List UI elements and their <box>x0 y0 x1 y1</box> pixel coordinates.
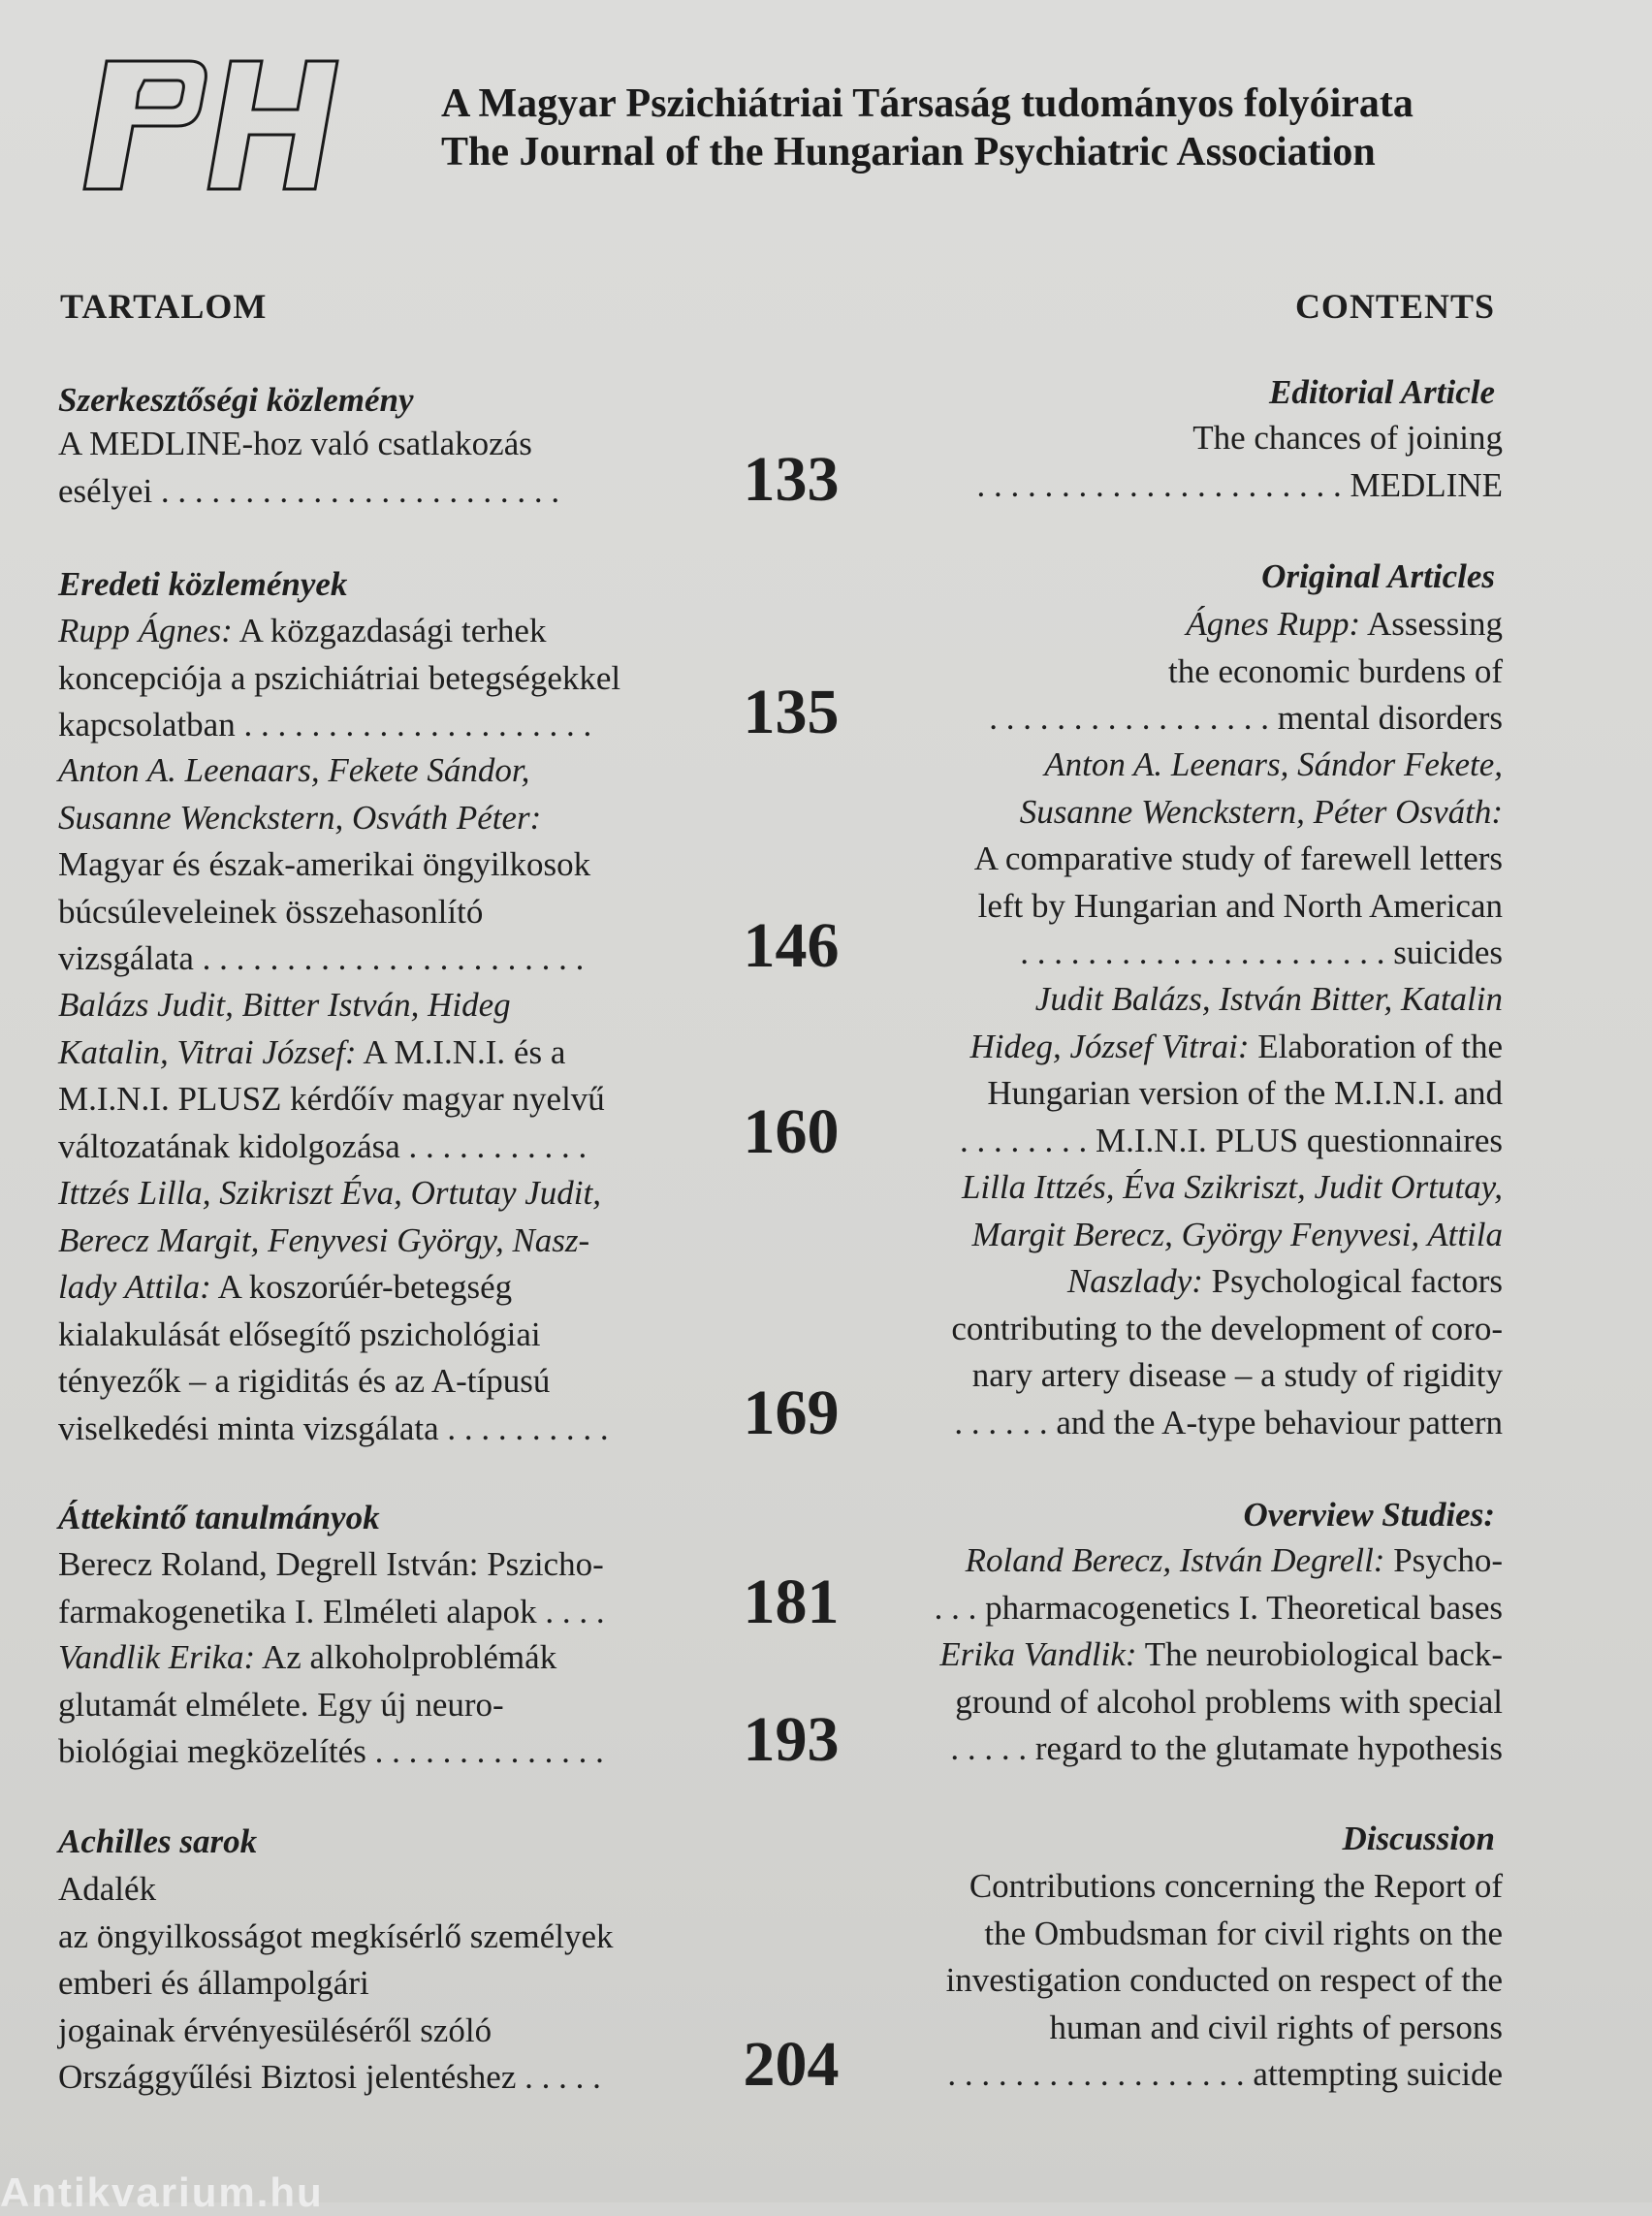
entry-line: farmakogenetika I. Elméleti alapok . . . . <box>58 1592 605 1630</box>
entry-line: . . . pharmacogenetics I. Theoretical bases <box>934 1588 1503 1627</box>
entry-line: Magyar és észak-amerikai öngyilkosok <box>58 845 591 883</box>
entry-line: contributing to the development of coro- <box>951 1309 1503 1347</box>
ph-logo <box>73 53 364 194</box>
section-title-en-editorial: Editorial Article <box>1268 373 1495 411</box>
entry-author: Lilla Ittzés, Éva Szikriszt, Judit Ortutay, <box>961 1168 1503 1206</box>
entry-author: Rupp Ágnes: <box>58 612 233 649</box>
entry-line: biológiai megközelítés . . . . . . . . . . . . . . <box>58 1732 604 1770</box>
entry-line: A MEDLINE-hoz való csatlakozás <box>58 425 532 462</box>
entry-line: tényezők – a rigiditás és az A-típusú <box>58 1362 551 1400</box>
entry-title-part: Elaboration of the <box>1249 1027 1503 1065</box>
entry-line: esélyei . . . . . . . . . . . . . . . . . . . . . . . . <box>58 471 560 510</box>
section-title-hu-overview: Áttekintő tanulmányok <box>58 1499 380 1536</box>
heading-contents: CONTENTS <box>1294 287 1495 326</box>
entry-line: human and civil rights of persons <box>1049 2008 1503 2046</box>
entry-author: Naszlady: <box>1066 1262 1203 1300</box>
entry-author: Judit Balázs, István Bitter, Katalin <box>1034 980 1503 1018</box>
entry-line: Berecz Roland, Degrell István: Pszicho- <box>58 1545 604 1583</box>
entry-author: Berecz Margit, Fenyvesi György, Nasz- <box>58 1220 590 1259</box>
entry-line: Országgyűlési Biztosi jelentéshez . . . . . <box>58 2058 601 2096</box>
entry-title-part: Psycho- <box>1384 1541 1503 1579</box>
entry-title-part: A M.I.N.I. és a <box>356 1032 566 1071</box>
heading-tartalom: TARTALOM <box>60 287 268 326</box>
entry-author: Balázs Judit, Bitter István, Hideg <box>58 986 511 1024</box>
entry-line: jogainak érvényesüléséről szóló <box>58 2010 492 2049</box>
entry-line: Contributions concerning the Report of <box>969 1867 1503 1905</box>
entry-title-part: Psychological factors <box>1202 1262 1503 1300</box>
entry-line: viselkedési minta vizsgálata . . . . . . . . . . <box>58 1409 609 1447</box>
entry-line: . . . . . . . . . . . . . . . . . . . . . . MEDLINE <box>976 465 1503 504</box>
entry-line: . . . . . . . . M.I.N.I. PLUS questionnaires <box>960 1121 1503 1159</box>
entry-line: A comparative study of farewell letters <box>973 839 1503 877</box>
page-number-135[interactable]: 135 <box>743 677 840 747</box>
entry-line: the economic burdens of <box>1167 651 1503 690</box>
toc-entry-en-146[interactable] <box>843 742 1503 977</box>
entry-line: kapcsolatban . . . . . . . . . . . . . . . . . . . . . <box>58 706 592 744</box>
entry-title-part: The neurobiological back- <box>1136 1635 1503 1673</box>
entry-line: koncepciója a pszichiátriai betegségekkel <box>58 658 621 697</box>
section-title-hu-original: Eredeti közlemények <box>58 565 348 603</box>
entry-line: kialakulását elősegítő pszichológiai <box>58 1314 541 1353</box>
toc-entry-en-193[interactable] <box>843 1631 1503 1773</box>
toc-entry-hu-160[interactable] <box>58 982 708 1170</box>
toc-entry-hu-146[interactable] <box>58 747 708 983</box>
masthead <box>441 79 1414 176</box>
entry-line: investigation conducted on respect of the <box>945 1961 1503 1999</box>
toc-entry-en-160[interactable] <box>843 976 1503 1164</box>
masthead-title-en: The Journal of the Hungarian Psychiatric Association <box>441 130 1376 174</box>
entry-title-part: Az alkoholproblémák <box>255 1638 557 1676</box>
entry-line: az öngyilkosságot megkísérlő személyek <box>58 1916 614 1955</box>
entry-line: vizsgálata . . . . . . . . . . . . . . . . . . . . . . . <box>58 939 585 977</box>
entry-author: Erika Vandlik: <box>939 1635 1137 1673</box>
entry-line: emberi és állampolgári <box>58 1964 369 2002</box>
entry-title-part: A közgazdasági terhek <box>232 612 547 649</box>
toc-entry-hu-204[interactable] <box>58 1866 708 2102</box>
entry-author: Susanne Wenckstern, Osváth Péter: <box>58 798 542 837</box>
entry-author: Margit Berecz, György Fenyvesi, Attila <box>971 1215 1503 1253</box>
entry-line: . . . . . . . . . . . . . . . . . . . . . . suicides <box>1020 934 1503 971</box>
entry-line: . . . . . regard to the glutamate hypothesis <box>950 1729 1503 1767</box>
toc-entry-en-169[interactable] <box>843 1164 1503 1446</box>
page-number-133[interactable]: 133 <box>743 444 840 515</box>
entry-line: nary artery disease – a study of rigidity <box>971 1356 1503 1394</box>
entry-author: Anton A. Leenars, Sándor Fekete, <box>1044 745 1503 783</box>
section-title-hu-editorial: Szerkesztőségi közlemény <box>58 381 414 419</box>
entry-author: Ágnes Rupp: <box>1186 605 1361 643</box>
entry-line: változatának kidolgozása . . . . . . . . . . . <box>58 1126 588 1165</box>
entry-author: Susanne Wenckstern, Péter Osváth: <box>1019 792 1503 831</box>
entry-line: Adalék <box>58 1870 157 1908</box>
entry-line: . . . . . . and the A-type behaviour pattern <box>954 1403 1503 1441</box>
page-number-169[interactable]: 169 <box>743 1377 840 1448</box>
entry-line: M.I.N.I. PLUSZ kérdőív magyar nyelvű <box>58 1080 605 1118</box>
section-title-en-discussion: Discussion <box>1342 1820 1495 1857</box>
page-number-146[interactable]: 146 <box>743 910 840 981</box>
entry-line: Hungarian version of the M.I.N.I. and <box>987 1074 1503 1112</box>
entry-line: búcsúleveleinek összehasonlító <box>58 892 484 931</box>
entry-author: Ittzés Lilla, Szikriszt Éva, Ortutay Judit, <box>58 1174 601 1212</box>
toc-entry-hu-193[interactable] <box>58 1634 708 1776</box>
toc-entry-hu-181[interactable] <box>58 1541 708 1635</box>
entry-line: the Ombudsman for civil rights on the <box>984 1914 1503 1952</box>
entry-line: The chances of joining <box>1192 419 1503 457</box>
entry-line: ground of alcohol problems with special <box>955 1682 1503 1721</box>
entry-line: . . . . . . . . . . . . . . . . . mental disorders <box>989 699 1503 737</box>
toc-entry-en-135[interactable] <box>843 601 1503 743</box>
entry-title-part: Assessing <box>1360 605 1503 643</box>
toc-entry-en-181[interactable] <box>843 1537 1503 1631</box>
page-number-160[interactable]: 160 <box>743 1096 840 1167</box>
entry-author: Roland Berecz, István Degrell: <box>965 1541 1385 1579</box>
toc-entry-hu-133[interactable] <box>58 421 708 515</box>
entry-title-part: A koszorúér-betegség <box>210 1268 513 1306</box>
entry-author: Katalin, Vitrai József: <box>58 1032 357 1071</box>
entry-author: Hideg, József Vitrai: <box>969 1027 1250 1065</box>
section-title-en-original: Original Articles <box>1261 557 1495 595</box>
section-title-en-overview: Overview Studies: <box>1243 1496 1495 1534</box>
entry-author: Anton A. Leenaars, Fekete Sándor, <box>58 751 530 789</box>
page-number-193[interactable]: 193 <box>743 1704 840 1775</box>
page-number-181[interactable]: 181 <box>743 1567 840 1637</box>
masthead-title-hu: A Magyar Pszichiátriai Társaság tudományos folyóirata <box>441 81 1414 126</box>
entry-author: lady Attila: <box>58 1268 211 1306</box>
section-title-hu-achilles: Achilles sarok <box>58 1822 258 1860</box>
toc-entry-en-133[interactable] <box>843 415 1503 509</box>
toc-entry-en-204[interactable] <box>843 1863 1503 2099</box>
toc-entry-hu-135[interactable] <box>58 608 708 749</box>
page-number-204[interactable]: 204 <box>743 2029 840 2100</box>
entry-line: . . . . . . . . . . . . . . . . . . attempting suicide <box>947 2055 1503 2093</box>
entry-line: left by Hungarian and North American <box>977 886 1503 925</box>
toc-entry-hu-169[interactable] <box>58 1170 708 1452</box>
watermark: Antikvarium.hu <box>0 2169 324 2215</box>
entry-author: Vandlik Erika: <box>58 1638 256 1676</box>
entry-line: glutamát elmélete. Egy új neuro- <box>58 1685 504 1724</box>
